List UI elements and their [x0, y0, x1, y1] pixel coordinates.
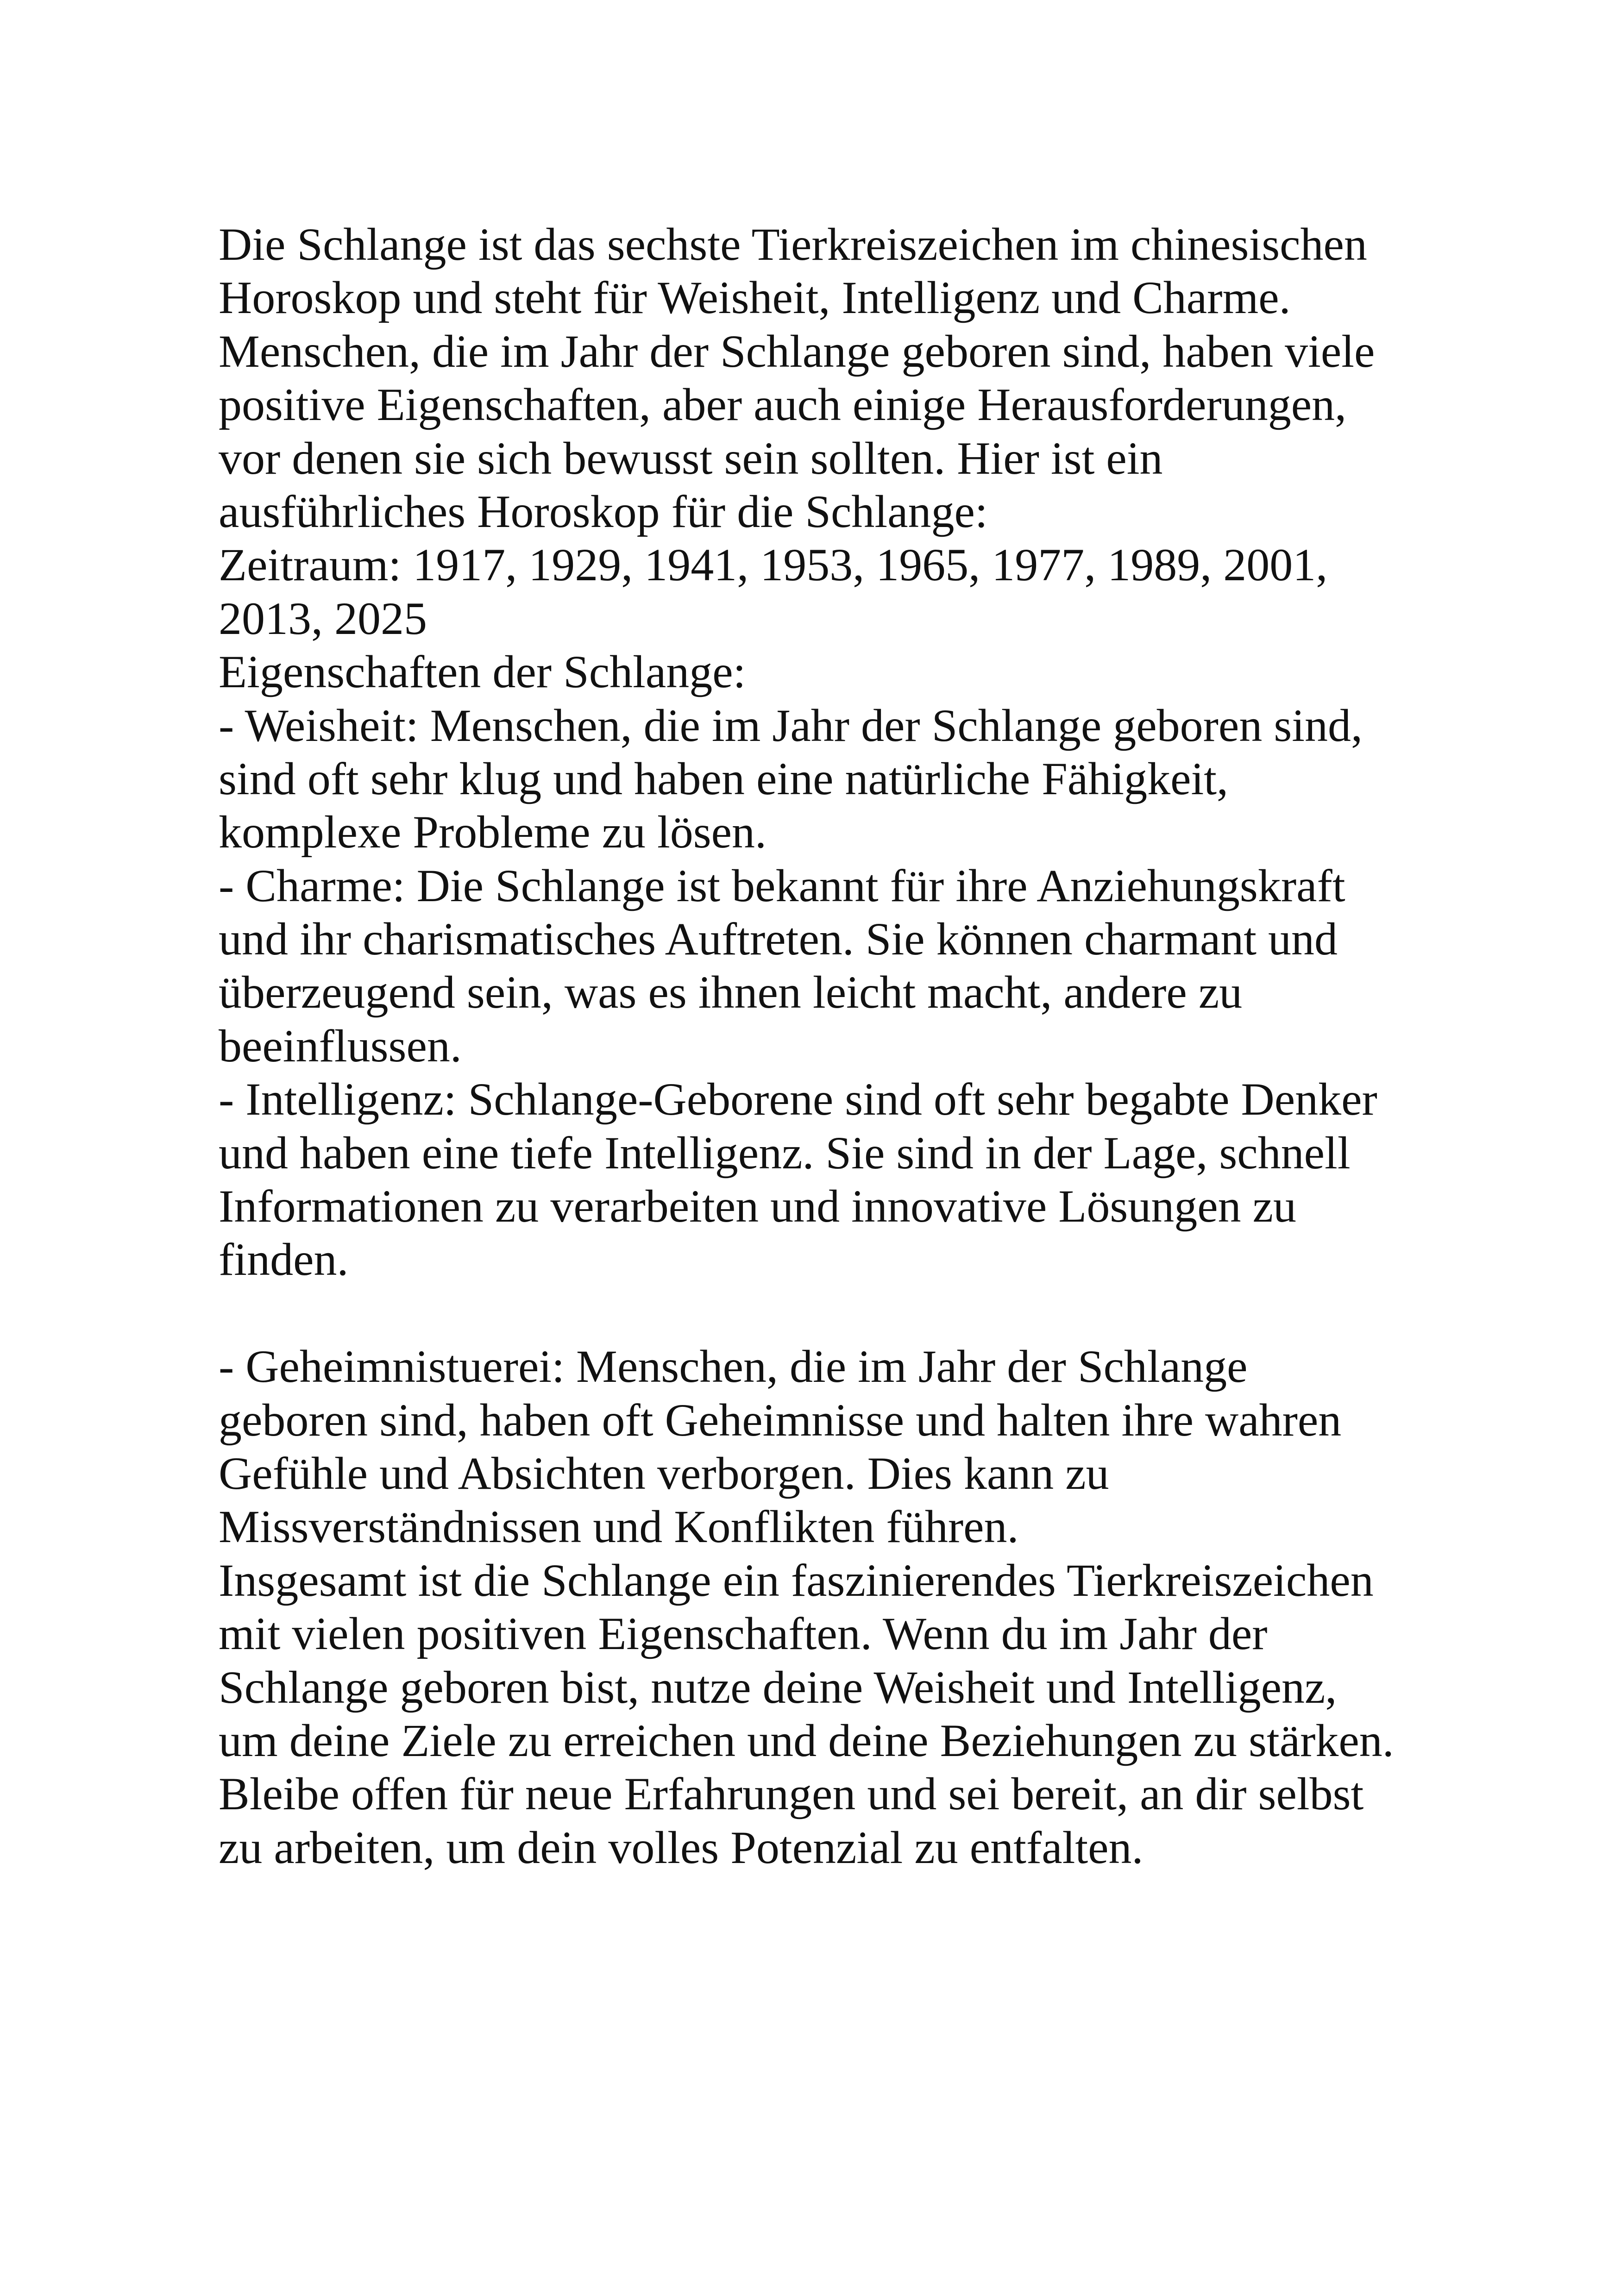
text-line-30: Bleibe offen für neue Erfahrungen und sei bereit, an dir selbst	[219, 1768, 1364, 1820]
text-line-9: Eigenschaften der Schlange:	[219, 646, 746, 698]
document-body	[219, 218, 1451, 1874]
text-line-1: Die Schlange ist das sechste Tierkreiszeichen im chinesischen	[219, 219, 1367, 270]
text-line-10: - Weisheit: Menschen, die im Jahr der Schlange geboren sind,	[219, 699, 1363, 751]
text-line-24: Gefühle und Absichten verborgen. Dies kann zu	[219, 1447, 1109, 1499]
text-line-3: Menschen, die im Jahr der Schlange geboren sind, haben viele	[219, 325, 1375, 377]
text-line-6: ausführliches Horoskop für die Schlange:	[219, 485, 988, 537]
text-line-15: überzeugend sein, was es ihnen leicht macht, andere zu	[219, 966, 1243, 1018]
text-line-12: komplexe Probleme zu lösen.	[219, 806, 767, 858]
text-line-26: Insgesamt ist die Schlange ein faszinierendes Tierkreiszeichen	[219, 1554, 1374, 1606]
text-line-20: finden.	[219, 1234, 349, 1286]
text-line-17: - Intelligenz: Schlange-Geborene sind oft sehr begabte Denker	[219, 1073, 1377, 1125]
text-line-31: zu arbeiten, um dein volles Potenzial zu entfalten.	[219, 1821, 1143, 1873]
text-line-29: um deine Ziele zu erreichen und deine Beziehungen zu stärken.	[219, 1714, 1394, 1766]
text-line-2: Horoskop und steht für Weisheit, Intelligenz und Charme.	[219, 272, 1291, 324]
text-line-14: und ihr charismatisches Auftreten. Sie können charmant und	[219, 913, 1338, 965]
text-line-19: Informationen zu verarbeiten und innovative Lösungen zu	[219, 1180, 1297, 1232]
text-line-27: mit vielen positiven Eigenschaften. Wenn du im Jahr der	[219, 1608, 1268, 1660]
text-line-25: Missverständnissen und Konflikten führen.	[219, 1501, 1019, 1553]
text-line-5: vor denen sie sich bewusst sein sollten. Hier ist ein	[219, 432, 1163, 484]
text-line-4: positive Eigenschaften, aber auch einige Herausforderungen,	[219, 379, 1347, 431]
blank-line	[219, 1286, 1451, 1340]
text-line-23: geboren sind, haben oft Geheimnisse und halten ihre wahren	[219, 1394, 1342, 1446]
text-line-8: 2013, 2025	[219, 592, 427, 644]
text-line-13: - Charme: Die Schlange ist bekannt für ihre Anziehungskraft	[219, 859, 1345, 911]
text-line-16: beeinflussen.	[219, 1020, 462, 1072]
text-line-11: sind oft sehr klug und haben eine natürliche Fähigkeit,	[219, 753, 1229, 804]
text-line-22: - Geheimnistuerei: Menschen, die im Jahr der Schlange	[219, 1341, 1248, 1393]
text-line-28: Schlange geboren bist, nutze deine Weisheit und Intelligenz,	[219, 1661, 1337, 1713]
text-line-7: Zeitraum: 1917, 1929, 1941, 1953, 1965, 1977, 1989, 2001,	[219, 539, 1328, 591]
text-line-18: und haben eine tiefe Intelligenz. Sie sind in der Lage, schnell	[219, 1127, 1351, 1179]
